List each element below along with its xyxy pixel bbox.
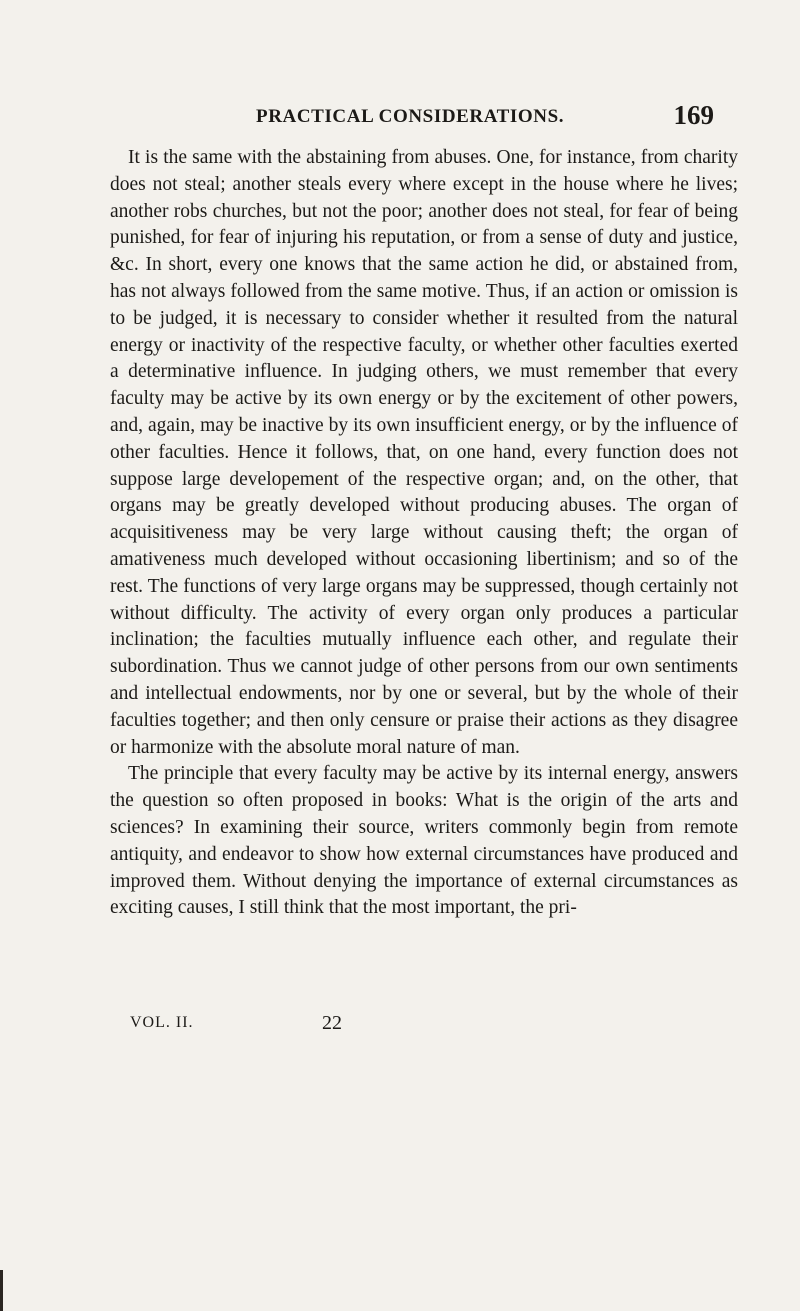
page-header <box>256 100 726 136</box>
sheet-number: 22 <box>322 1012 342 1034</box>
volume-signature: VOL. II. <box>130 1014 194 1031</box>
page-number: 169 <box>673 100 714 130</box>
running-head: PRACTICAL CONSIDERATIONS. <box>256 106 565 127</box>
paragraph-abstaining-from-abuses: It is the same with the abstaining from abuses. One, for instance, from charity does not steal; another steals every where except in the house where he lives; another robs churches, but not the poor; another does not steal, for fear of being punished, for fear of injuring his reputation, or from a sense of duty and justice, &c. In short, every one knows that the same action he did, or abstained from, has not always followed from the same motive. Thus, if an action or omission is to be judged, it is necessary to consider whether it resulted from the natural energy or inactivity of the respective faculty, or whether other faculties exerted a determinative influence. In judging others, we must remember that every faculty may be active by its own energy or by the excitement of other powers, and, again, may be inactive by its own insufficient energy, or by the influence of other faculties. Hence it follows, that, on one hand, every function does not suppose large developement of the respective organ; and, on the other, that organs may be greatly developed without producing abuses. The organ of acquisitiveness may be very large without causing theft; the organ of amativeness much developed without occasioning libertinism; and so of the rest. The functions of very large organs may be suppressed, though certainly not without difficulty. The activity of every organ only produces a particular inclination; the faculties mutually influence each other, and regulate their subordination. Thus we cannot judge of other persons from our own sentiments and intellectual endowments, nor by one or several, but by the whole of their faculties together; and then only censure or praise their actions as they disagree or harmonize with the absolute moral nature of man. <box>110 147 738 758</box>
body-text <box>110 145 738 922</box>
page-edge-mark <box>0 1270 3 1311</box>
paragraph-origin-of-arts: The principle that every faculty may be active by its internal energy, answers the question so often proposed in books: What is the origin of the arts and sciences? In examining their source, writers commonly begin from remote antiquity, and endeavor to show how external circumstances have produced and improved them. Without denying the importance of external circumstances as exciting causes, I still think that the most important, the pri- <box>110 763 738 919</box>
page-footer <box>130 1014 430 1040</box>
